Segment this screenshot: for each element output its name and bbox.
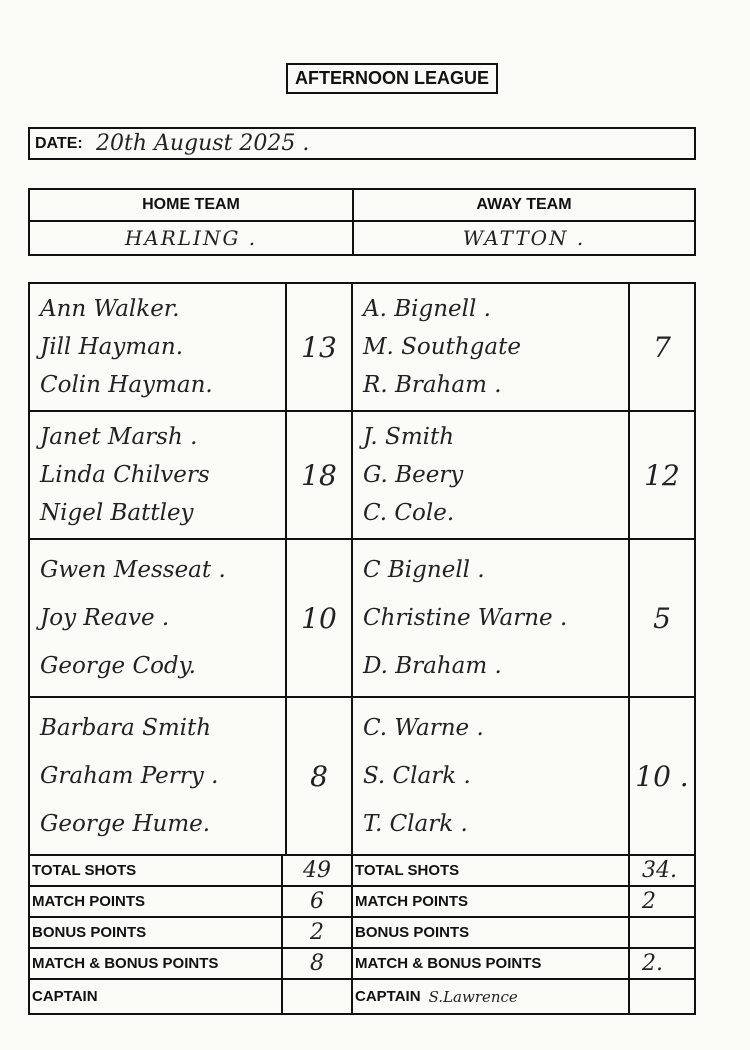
player-name: C. Cole. [363, 500, 455, 526]
away-rink-score: 12 [644, 458, 680, 492]
player-name: Joy Reave . [40, 605, 170, 631]
away-match-points-label: MATCH POINTS [353, 887, 630, 916]
player-name: S. Clark . [363, 763, 471, 789]
player-name: C. Warne . [363, 715, 484, 741]
home-players [30, 412, 287, 538]
bonus-points-row [30, 918, 694, 949]
away-bonus-points-label: BONUS POINTS [353, 918, 630, 947]
player-name: A. Bignell . [363, 296, 491, 322]
home-match-bonus-value: 8 [283, 949, 353, 978]
home-total-shots-label: TOTAL SHOTS [30, 856, 283, 885]
away-total-shots-value: 34. [642, 858, 677, 883]
home-bonus-points-value: 2 [283, 918, 353, 947]
home-rink-score: 13 [287, 284, 353, 410]
away-match-bonus-value: 2. [642, 951, 663, 976]
home-players [30, 284, 287, 410]
away-players [353, 540, 630, 696]
date-label: DATE: [35, 135, 83, 152]
player-name: J. Smith [363, 424, 455, 450]
rink-row [30, 698, 694, 856]
home-captain-value [283, 980, 353, 1013]
away-players [353, 412, 630, 538]
player-name: Linda Chilvers [40, 462, 210, 488]
away-rink-score: 5 [653, 601, 671, 635]
home-team-header: HOME TEAM [30, 190, 354, 222]
away-rink-score: 10 . [635, 759, 689, 793]
away-players [353, 698, 630, 854]
home-rink-score: 10 [287, 540, 353, 696]
home-players [30, 698, 287, 854]
player-name: G. Beery [363, 462, 464, 488]
player-name: Barbara Smith [40, 715, 212, 741]
home-bonus-points-label: BONUS POINTS [30, 918, 283, 947]
player-name: T. Clark . [363, 811, 468, 837]
teams-table [28, 188, 696, 256]
away-team-header: AWAY TEAM [354, 190, 694, 222]
captain-signature: S.Lawrence [428, 987, 518, 1006]
scorecard [28, 282, 696, 1015]
away-match-points-value: 2 [642, 889, 656, 914]
away-bonus-points-value [630, 918, 694, 947]
captain-row [30, 980, 694, 1013]
player-name: Christine Warne . [363, 605, 568, 631]
total-shots-row [30, 856, 694, 887]
rink-row [30, 284, 694, 412]
date-field [28, 127, 696, 160]
rink-row [30, 412, 694, 540]
player-name: M. Southgate [363, 334, 521, 360]
player-name: Colin Hayman. [40, 372, 213, 398]
away-rink-score: 7 [653, 330, 671, 364]
player-name: Nigel Battley [40, 500, 194, 526]
home-team-name: HARLING . [30, 222, 354, 254]
home-match-bonus-label: MATCH & BONUS POINTS [30, 949, 283, 978]
home-captain-label: CAPTAIN [30, 980, 283, 1013]
player-name: George Hume. [40, 811, 211, 837]
player-name: D. Braham . [363, 653, 502, 679]
player-name: R. Braham . [363, 372, 502, 398]
away-captain-value [630, 980, 694, 1013]
player-name: Gwen Messeat . [40, 557, 226, 583]
date-value: 20th August 2025 . [96, 131, 310, 156]
away-total-shots-label: TOTAL SHOTS [353, 856, 630, 885]
player-name: Graham Perry . [40, 763, 219, 789]
away-match-bonus-label: MATCH & BONUS POINTS [353, 949, 630, 978]
player-name: Janet Marsh . [40, 424, 198, 450]
home-match-points-label: MATCH POINTS [30, 887, 283, 916]
player-name: C Bignell . [363, 557, 485, 583]
match-points-row [30, 887, 694, 918]
away-players [353, 284, 630, 410]
player-name: George Cody. [40, 653, 196, 679]
player-name: Ann Walker. [40, 296, 180, 322]
home-players [30, 540, 287, 696]
away-captain-cell [353, 980, 630, 1013]
away-team-name: WATTON . [462, 226, 586, 250]
home-match-points-value: 6 [283, 887, 353, 916]
player-name: Jill Hayman. [40, 334, 184, 360]
home-total-shots-value: 49 [283, 856, 353, 885]
home-rink-score: 8 [287, 698, 353, 854]
match-bonus-points-row [30, 949, 694, 980]
home-rink-score: 18 [287, 412, 353, 538]
rink-row [30, 540, 694, 698]
away-captain-label: CAPTAIN [355, 988, 421, 1005]
page-title: AFTERNOON LEAGUE [286, 63, 498, 94]
